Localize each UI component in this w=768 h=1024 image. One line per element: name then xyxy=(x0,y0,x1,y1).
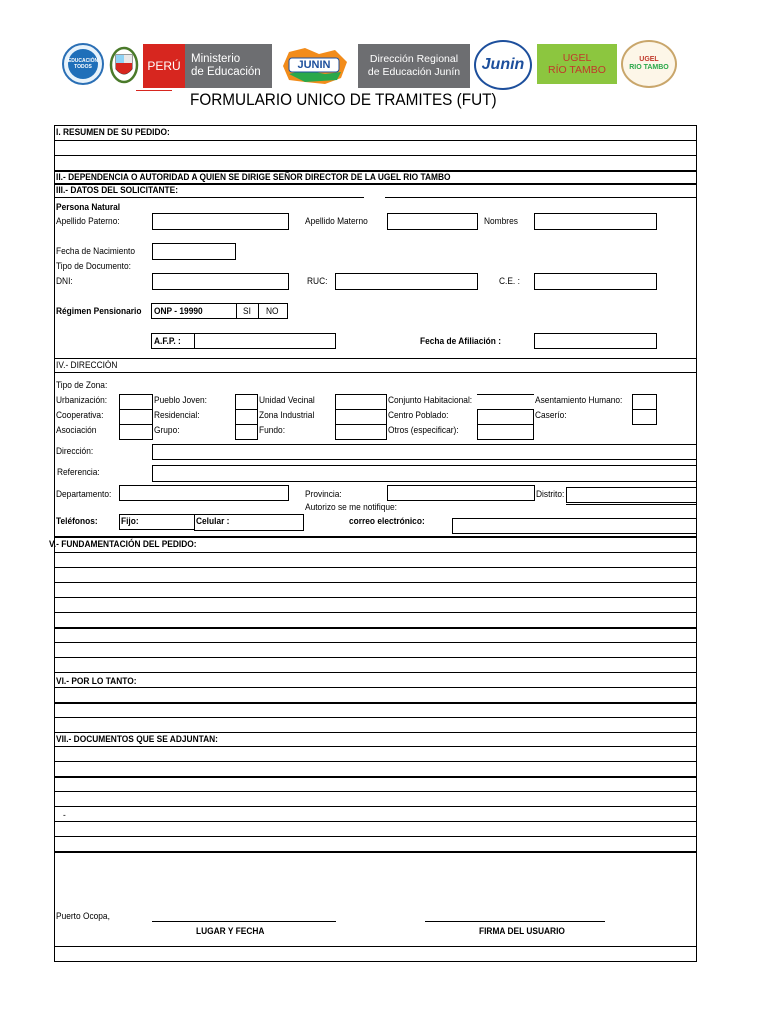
pueblo-joven-checkbox[interactable] xyxy=(235,394,258,410)
dni-field[interactable] xyxy=(152,273,289,290)
rule xyxy=(385,197,696,198)
ugel-badge-text1: UGEL xyxy=(639,56,659,63)
fecha-afiliacion-label: Fecha de Afiliación : xyxy=(420,336,501,347)
conjunto-underline xyxy=(477,394,534,395)
cooperativa-label: Cooperativa: xyxy=(56,410,104,421)
urbanizacion-checkbox[interactable] xyxy=(119,394,153,410)
ministerio-line2: de Educación xyxy=(191,66,261,78)
section-1-heading: I. RESUMEN DE SU PEDIDO: xyxy=(56,127,170,138)
ministerio-line1: Ministerio xyxy=(191,53,241,65)
resumen-input-row-1[interactable] xyxy=(54,140,697,156)
apellido-paterno-label: Apellido Paterno: xyxy=(56,216,120,227)
fecha-nacimiento-label: Fecha de Nacimiento xyxy=(56,246,136,257)
afp-field[interactable] xyxy=(194,333,336,349)
otros-label: Otros (especificar): xyxy=(388,425,459,436)
rule xyxy=(54,358,697,359)
rule xyxy=(54,851,697,853)
autorizo-label: Autorizo se me notifique: xyxy=(305,502,398,513)
fundamentacion-textarea[interactable] xyxy=(54,552,697,672)
dre-junin-wordmark: Junin xyxy=(481,56,525,73)
firma-field[interactable] xyxy=(425,905,605,921)
puerto-ocopa-label: Puerto Ocopa, xyxy=(56,911,110,922)
correo-label: correo electrónico: xyxy=(349,516,425,527)
ugel-line1: UGEL xyxy=(562,52,592,64)
zona-industrial-label: Zona Industrial xyxy=(259,410,315,421)
rule xyxy=(566,504,697,505)
referencia-field[interactable] xyxy=(152,465,697,482)
section-4-heading: IV.- DIRECCIÓN xyxy=(56,360,118,371)
apellido-paterno-field[interactable] xyxy=(152,213,289,230)
dre-junin-logo xyxy=(358,44,470,88)
fecha-afiliacion-field[interactable] xyxy=(534,333,657,349)
asociacion-label: Asociación xyxy=(56,425,97,436)
grupo-checkbox[interactable] xyxy=(235,424,258,440)
cooperativa-checkbox[interactable] xyxy=(119,409,153,425)
fijo-label: Fijo: xyxy=(121,516,139,527)
apellido-materno-label: Apellido Materno xyxy=(305,216,368,227)
junin-label: JUNIN xyxy=(297,59,331,71)
section-5-heading: V.- FUNDAMENTACIÓN DEL PEDIDO: xyxy=(49,539,197,550)
firma-line xyxy=(425,921,605,922)
residencial-checkbox[interactable] xyxy=(235,409,258,425)
departamento-label: Departamento: xyxy=(56,489,112,500)
peru-ministerio-logo xyxy=(143,44,272,88)
rule xyxy=(54,946,697,947)
peru-label: PERÚ xyxy=(143,44,185,88)
asentamiento-checkbox[interactable] xyxy=(632,394,657,410)
departamento-field[interactable] xyxy=(119,485,289,501)
centro-poblado-checkbox[interactable] xyxy=(477,409,534,425)
pueblo-joven-label: Pueblo Joven: xyxy=(154,395,207,406)
nombres-label: Nombres xyxy=(484,216,518,227)
rule xyxy=(54,372,697,373)
tipo-zona-label: Tipo de Zona: xyxy=(56,380,108,391)
celular-label: Celular : xyxy=(196,516,230,527)
si-label: SI xyxy=(243,306,251,317)
rule xyxy=(54,672,697,673)
dni-label: DNI: xyxy=(56,276,73,287)
section-3-heading: III.- DATOS DEL SOLICITANTE: xyxy=(56,185,179,196)
provincia-field[interactable] xyxy=(387,485,535,501)
rule xyxy=(54,732,697,733)
document-dash: - xyxy=(63,810,66,821)
lugar-fecha-line xyxy=(152,921,336,922)
education-logo-text: EDUCACIÓN TODOS xyxy=(68,49,98,79)
fundo-checkbox[interactable] xyxy=(335,424,387,440)
lugar-fecha-field[interactable] xyxy=(152,905,336,921)
junin-region-logo xyxy=(275,44,353,88)
telefonos-label: Teléfonos: xyxy=(56,516,98,527)
firma-label: FIRMA DEL USUARIO xyxy=(479,926,565,937)
form-title: FORMULARIO UNICO DE TRAMITES (FUT) xyxy=(190,90,497,109)
afp-label: A.F.P. : xyxy=(154,336,181,347)
ugel-line2: RÍO TAMBO xyxy=(548,64,606,76)
education-circle-logo xyxy=(62,43,104,85)
dre-junin-circle-logo xyxy=(474,40,532,90)
referencia-label: Referencia: xyxy=(57,467,100,478)
ugel-badge-logo xyxy=(621,40,677,88)
nombres-field[interactable] xyxy=(534,213,657,230)
asentamiento-label: Asentamiento Humano: xyxy=(535,395,623,406)
ugel-badge-text2: RIO TAMBO xyxy=(629,64,669,71)
ce-field[interactable] xyxy=(534,273,657,290)
ugel-rio-tambo-logo xyxy=(537,44,617,84)
otros-field[interactable] xyxy=(477,424,534,440)
direccion-label: Dirección: xyxy=(56,446,94,457)
distrito-label: Distrito: xyxy=(536,489,565,500)
persona-natural-label: Persona Natural xyxy=(56,202,121,213)
zona-industrial-checkbox[interactable] xyxy=(335,409,387,425)
unidad-vecinal-checkbox[interactable] xyxy=(335,394,387,410)
centro-poblado-label: Centro Poblado: xyxy=(388,410,449,421)
tipo-documento-label: Tipo de Documento: xyxy=(56,261,131,272)
dre-line1: Dirección Regional xyxy=(369,53,459,65)
ce-label: C.E. : xyxy=(499,276,520,287)
section-6-heading: VI.- POR LO TANTO: xyxy=(56,676,137,687)
fundo-label: Fundo: xyxy=(259,425,286,436)
ruc-label: RUC: xyxy=(307,276,328,287)
asociacion-checkbox[interactable] xyxy=(119,424,153,440)
caserio-label: Caserío: xyxy=(535,410,567,421)
correo-field[interactable] xyxy=(452,518,697,534)
dre-line2: de Educación Junín xyxy=(367,66,461,78)
urbanizacion-label: Urbanización: xyxy=(56,395,108,406)
rule xyxy=(54,125,697,126)
provincia-label: Provincia: xyxy=(305,489,342,500)
documentos-textarea[interactable] xyxy=(54,746,697,851)
regimen-label: Régimen Pensionario xyxy=(56,306,142,317)
rule xyxy=(54,961,697,962)
section-7-heading: VII.- DOCUMENTOS QUE SE ADJUNTAN: xyxy=(56,734,218,745)
apellido-materno-field[interactable] xyxy=(387,213,478,230)
lugar-fecha-label: LUGAR Y FECHA xyxy=(196,926,265,937)
section-2-heading: II.- DEPENDENCIA O AUTORIDAD A QUIEN SE DIRIGE SEÑOR DIRECTOR DE LA UGEL RIO TAMBO xyxy=(56,172,451,183)
no-label: NO xyxy=(266,306,279,317)
caserio-checkbox[interactable] xyxy=(632,409,657,425)
direccion-field[interactable] xyxy=(152,444,697,460)
resumen-input-row-2[interactable] xyxy=(54,155,697,170)
onp-label: ONP - 19990 xyxy=(154,306,203,317)
residencial-label: Residencial: xyxy=(154,410,200,421)
fecha-nacimiento-field[interactable] xyxy=(152,243,236,260)
distrito-field[interactable] xyxy=(566,487,697,503)
peru-coat-of-arms-logo xyxy=(108,44,140,86)
logo-underline xyxy=(136,90,172,91)
grupo-label: Grupo: xyxy=(154,425,180,436)
unidad-vecinal-label: Unidad Vecinal xyxy=(259,395,315,406)
rule xyxy=(54,536,697,538)
conjunto-habitacional-label: Conjunto Habitacional: xyxy=(388,395,473,406)
por-lo-tanto-textarea[interactable] xyxy=(54,687,697,732)
rule xyxy=(54,197,364,198)
ruc-field[interactable] xyxy=(335,273,478,290)
coat-of-arms-icon xyxy=(109,45,139,85)
